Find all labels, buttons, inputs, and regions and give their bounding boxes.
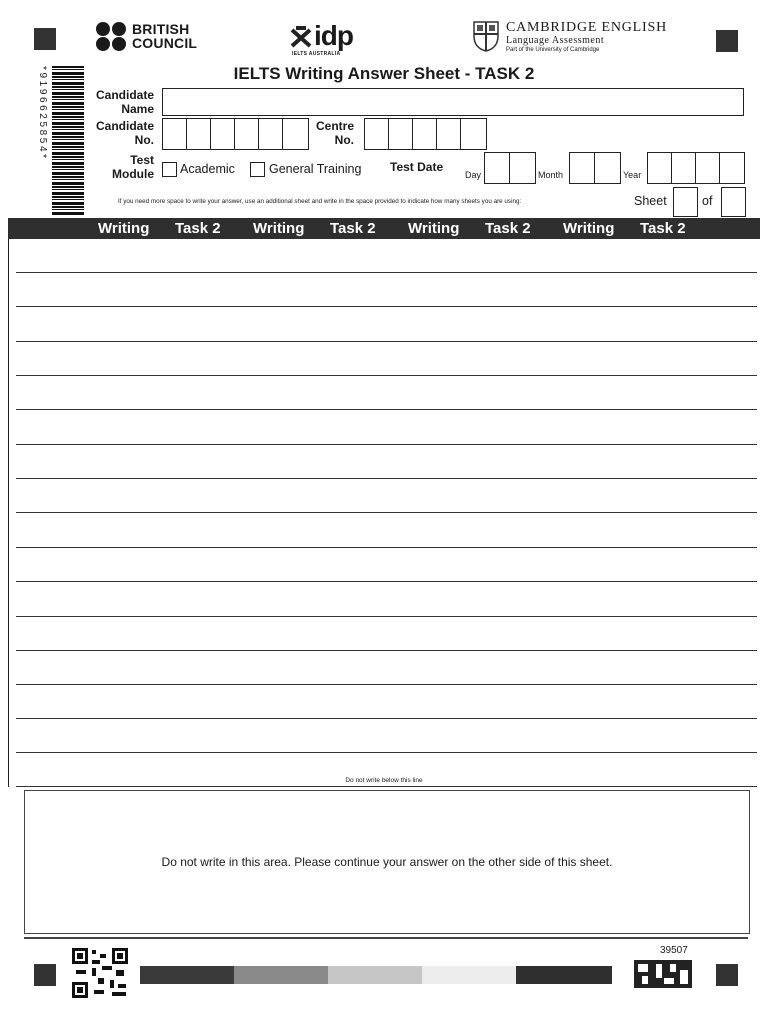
color-calibration-strip-5 xyxy=(516,966,612,984)
cambridge-subtitle: Language Assessment xyxy=(506,35,605,46)
writing-line xyxy=(16,718,757,719)
band-text: Task 2 xyxy=(330,220,376,237)
sheet-total-field[interactable] xyxy=(721,187,746,217)
band-text: Task 2 xyxy=(640,220,686,237)
cambridge-title: CAMBRIDGE ENGLISH xyxy=(506,20,667,35)
qr-code-icon xyxy=(72,948,128,998)
do-not-write-area-text: Do not write in this area. Please continue your answer on the other side of this sheet. xyxy=(161,855,613,869)
registration-mark-bottom-right xyxy=(716,964,738,986)
writing-line xyxy=(16,272,757,273)
writing-task-band xyxy=(8,218,760,239)
color-calibration-strip-2 xyxy=(234,966,328,984)
candidate-name-field[interactable] xyxy=(162,88,744,116)
band-text: Writing xyxy=(563,220,615,237)
band-text: Task 2 xyxy=(175,220,221,237)
general-training-checkbox[interactable] xyxy=(250,162,265,177)
do-not-write-area xyxy=(24,790,750,934)
year-field[interactable] xyxy=(647,152,745,184)
british-council-dots-icon xyxy=(96,22,128,52)
band-text: Writing xyxy=(98,220,150,237)
sheet-number-field[interactable] xyxy=(673,187,698,217)
academic-checkbox[interactable] xyxy=(162,162,177,177)
color-calibration-strip-1 xyxy=(140,966,234,984)
do-not-write-below-text: Do not write below this line xyxy=(345,777,423,784)
writing-line xyxy=(16,409,757,410)
day-field[interactable] xyxy=(484,152,536,184)
month-field[interactable] xyxy=(569,152,621,184)
band-text: Writing xyxy=(408,220,460,237)
writing-line xyxy=(16,444,757,445)
writing-line xyxy=(16,786,757,787)
month-label: Month xyxy=(538,170,564,180)
writing-line xyxy=(16,512,757,513)
of-label: of xyxy=(702,194,713,208)
idp-subtext: IELTS AUSTRALIA xyxy=(292,51,341,57)
centre-no-field[interactable] xyxy=(364,118,487,150)
band-text: Writing xyxy=(253,220,305,237)
barcode xyxy=(38,66,84,216)
cambridge-english-logo xyxy=(472,20,692,56)
writing-line xyxy=(16,375,757,376)
registration-mark-top-right xyxy=(716,30,738,52)
writing-line xyxy=(16,341,757,342)
writing-line xyxy=(16,547,757,548)
idp-emblem-icon xyxy=(290,26,312,50)
form-number: 39507 xyxy=(660,945,688,956)
bottom-divider xyxy=(24,937,748,939)
candidate-no-field[interactable] xyxy=(162,118,309,150)
candidate-no-label: Candidate No. xyxy=(95,119,154,147)
british-council-logo xyxy=(96,22,216,52)
cambridge-shield-icon xyxy=(472,20,500,52)
additional-sheet-note: If you need more space to write your answer, use an additional sheet and write in the space provided to indicate how many sheets you are using: xyxy=(118,198,522,205)
writing-line xyxy=(16,478,757,479)
academic-label: Academic xyxy=(180,162,235,176)
page-title: IELTS Writing Answer Sheet - TASK 2 xyxy=(233,64,535,83)
registration-mark-bottom-left xyxy=(34,964,56,986)
answer-writing-area[interactable] xyxy=(16,240,757,786)
sheet-label: Sheet xyxy=(634,194,667,208)
writing-margin-line xyxy=(8,239,9,787)
color-calibration-strip-4 xyxy=(422,966,516,984)
barcode-number: *919662585​4* xyxy=(37,66,48,161)
british-council-line1: BRITISH xyxy=(132,21,190,37)
candidate-name-label: Candidate Name xyxy=(95,88,154,116)
registration-mark-top-left xyxy=(34,28,56,50)
writing-line xyxy=(16,684,757,685)
idp-logo xyxy=(290,20,366,58)
band-text: Task 2 xyxy=(485,220,531,237)
writing-line xyxy=(16,306,757,307)
test-date-label: Test Date xyxy=(390,160,444,174)
cambridge-subtitle-2: Part of the University of Cambridge xyxy=(506,47,600,53)
general-training-label: General Training xyxy=(269,162,362,176)
barcode-bars xyxy=(52,66,84,216)
centre-no-label: Centre No. xyxy=(315,119,354,147)
color-calibration-strip-3 xyxy=(328,966,422,984)
year-label: Year xyxy=(623,170,642,180)
writing-line xyxy=(16,616,757,617)
british-council-line2: COUNCIL xyxy=(132,35,198,51)
writing-line xyxy=(16,581,757,582)
writing-line xyxy=(16,752,757,753)
day-label: Day xyxy=(465,170,482,180)
test-module-label: Test Module xyxy=(112,153,154,181)
scan-marker xyxy=(634,960,692,988)
writing-line xyxy=(16,650,757,651)
idp-text: idp xyxy=(314,20,353,51)
